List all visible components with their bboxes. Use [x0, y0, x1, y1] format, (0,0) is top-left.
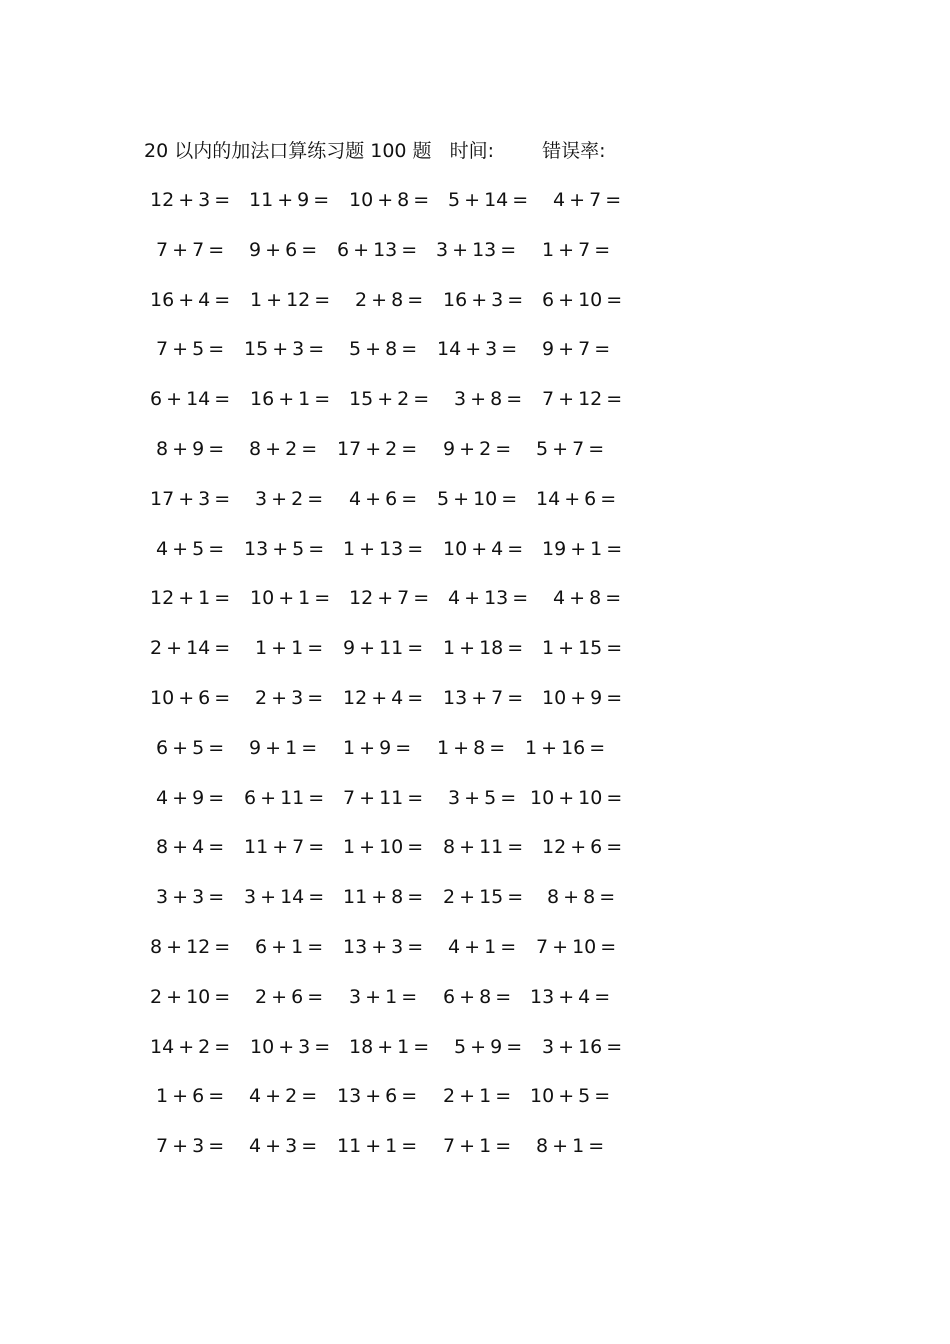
addition-problem: 5 + 9 = — [454, 1035, 523, 1058]
addition-problem: 15 + 2 = — [349, 388, 430, 411]
addition-problem: 13 + 3 = — [343, 936, 424, 958]
addition-problem: 10 + 5 = — [530, 1085, 611, 1108]
addition-problem: 4 + 1 = — [448, 936, 517, 958]
addition-problem: 7 + 7 = — [156, 238, 225, 261]
problem-row — [0, 535, 950, 563]
addition-problem: 18 + 1 = — [349, 1035, 430, 1058]
problem-row — [0, 734, 950, 762]
addition-problem: 1 + 8 = — [437, 736, 506, 759]
addition-problem: 8 + 8 = — [547, 886, 616, 909]
problem-row — [0, 385, 950, 413]
problem-row — [0, 684, 950, 712]
addition-problem: 6 + 8 = — [443, 985, 512, 1008]
addition-problem: 3 + 2 = — [255, 487, 324, 510]
addition-problem: 9 + 11 = — [343, 637, 424, 660]
addition-problem: 9 + 7 = — [542, 338, 611, 361]
addition-problem: 12 + 6 = — [542, 836, 623, 859]
problem-row — [0, 933, 950, 961]
problem-row — [0, 435, 950, 463]
addition-problem: 2 + 14 = — [150, 637, 231, 660]
addition-problem: 3 + 8 = — [454, 388, 523, 411]
addition-problem: 12 + 1 = — [150, 587, 231, 610]
addition-problem: 10 + 1 = — [250, 587, 331, 610]
addition-problem: 10 + 8 = — [349, 189, 430, 211]
addition-problem: 7 + 1 = — [443, 1135, 512, 1158]
addition-problem: 4 + 7 = — [553, 189, 622, 211]
addition-problem: 1 + 16 = — [525, 736, 606, 759]
addition-problem: 8 + 9 = — [156, 438, 225, 460]
addition-problem: 2 + 10 = — [150, 985, 231, 1008]
addition-problem: 6 + 13 = — [337, 238, 418, 261]
addition-problem: 10 + 4 = — [443, 537, 524, 560]
addition-problem: 13 + 4 = — [530, 985, 611, 1008]
addition-problem: 6 + 14 = — [150, 388, 231, 411]
addition-problem: 1 + 15 = — [542, 637, 623, 660]
addition-problem: 6 + 11 = — [244, 786, 325, 809]
worksheet-title: 20 以内的加法口算练习题 100 题 — [144, 140, 432, 162]
addition-problem: 8 + 2 = — [249, 438, 318, 460]
addition-problem: 11 + 8 = — [343, 886, 424, 909]
addition-problem: 16 + 4 = — [150, 288, 231, 311]
addition-problem: 8 + 12 = — [150, 936, 231, 958]
addition-problem: 17 + 3 = — [150, 487, 231, 510]
problem-row — [0, 1033, 950, 1061]
addition-problem: 10 + 3 = — [250, 1035, 331, 1058]
addition-problem: 2 + 3 = — [255, 687, 324, 709]
addition-problem: 7 + 12 = — [542, 388, 623, 411]
addition-problem: 11 + 1 = — [337, 1135, 418, 1158]
addition-problem: 4 + 3 = — [249, 1135, 318, 1158]
addition-problem: 9 + 6 = — [249, 238, 318, 261]
time-label: 时间: — [449, 140, 495, 162]
problem-row — [0, 186, 950, 214]
addition-problem: 5 + 7 = — [536, 438, 605, 460]
addition-problem: 6 + 5 = — [156, 736, 225, 759]
addition-problem: 10 + 9 = — [542, 687, 623, 709]
addition-problem: 9 + 1 = — [249, 736, 318, 759]
addition-problem: 2 + 8 = — [355, 288, 424, 311]
addition-problem: 14 + 6 = — [536, 487, 617, 510]
addition-problem: 1 + 7 = — [542, 238, 611, 261]
addition-problem: 12 + 4 = — [343, 687, 424, 709]
problem-row — [0, 236, 950, 264]
addition-problem: 7 + 10 = — [536, 936, 617, 958]
addition-problem: 4 + 2 = — [249, 1085, 318, 1108]
addition-problem: 15 + 3 = — [244, 338, 325, 361]
addition-problem: 3 + 3 = — [156, 886, 225, 909]
addition-problem: 9 + 2 = — [443, 438, 512, 460]
addition-problem: 6 + 1 = — [255, 936, 324, 958]
addition-problem: 3 + 16 = — [542, 1035, 623, 1058]
addition-problem: 19 + 1 = — [542, 537, 623, 560]
addition-problem: 7 + 11 = — [343, 786, 424, 809]
addition-problem: 1 + 12 = — [250, 288, 331, 311]
addition-problem: 7 + 5 = — [156, 338, 225, 361]
addition-problem: 13 + 7 = — [443, 687, 524, 709]
addition-problem: 1 + 10 = — [343, 836, 424, 859]
addition-problem: 14 + 2 = — [150, 1035, 231, 1058]
addition-problem: 13 + 5 = — [244, 537, 325, 560]
addition-problem: 17 + 2 = — [337, 438, 418, 460]
problem-row — [0, 335, 950, 363]
addition-problem: 8 + 11 = — [443, 836, 524, 859]
addition-problem: 4 + 9 = — [156, 786, 225, 809]
addition-problem: 1 + 9 = — [343, 736, 412, 759]
problem-row — [0, 1132, 950, 1160]
problem-row — [0, 784, 950, 812]
addition-problem: 10 + 6 = — [150, 687, 231, 709]
addition-problem: 4 + 13 = — [448, 587, 529, 610]
addition-problem: 6 + 10 = — [542, 288, 623, 311]
addition-problem: 1 + 18 = — [443, 637, 524, 660]
addition-problem: 1 + 6 = — [156, 1085, 225, 1108]
addition-problem: 2 + 1 = — [443, 1085, 512, 1108]
addition-problem: 5 + 8 = — [349, 338, 418, 361]
addition-problem: 3 + 13 = — [436, 238, 517, 261]
addition-problem: 14 + 3 = — [437, 338, 518, 361]
addition-problem: 12 + 7 = — [349, 587, 430, 610]
addition-problem: 16 + 3 = — [443, 288, 524, 311]
addition-problem: 8 + 1 = — [536, 1135, 605, 1158]
problem-row — [0, 584, 950, 612]
addition-problem: 5 + 10 = — [437, 487, 518, 510]
error-rate-label: 错误率: — [542, 140, 606, 162]
addition-problem: 4 + 5 = — [156, 537, 225, 560]
addition-problem: 13 + 6 = — [337, 1085, 418, 1108]
problem-row — [0, 983, 950, 1011]
addition-problem: 2 + 15 = — [443, 886, 524, 909]
problem-row — [0, 286, 950, 314]
addition-problem: 7 + 3 = — [156, 1135, 225, 1158]
addition-problem: 16 + 1 = — [250, 388, 331, 411]
addition-problem: 3 + 5 = — [448, 786, 517, 809]
addition-problem: 1 + 13 = — [343, 537, 424, 560]
addition-problem: 8 + 4 = — [156, 836, 225, 859]
addition-problem: 4 + 6 = — [349, 487, 418, 510]
addition-problem: 11 + 9 = — [249, 189, 330, 211]
addition-problem: 1 + 1 = — [255, 637, 324, 660]
addition-problem: 4 + 8 = — [553, 587, 622, 610]
addition-problem: 10 + 10 = — [530, 786, 623, 809]
problem-row — [0, 883, 950, 911]
addition-problem: 11 + 7 = — [244, 836, 325, 859]
problem-row — [0, 1082, 950, 1110]
addition-problem: 2 + 6 = — [255, 985, 324, 1008]
addition-problem: 12 + 3 = — [150, 189, 231, 211]
addition-problem: 3 + 14 = — [244, 886, 325, 909]
addition-problem: 5 + 14 = — [448, 189, 529, 211]
problem-row — [0, 485, 950, 513]
problem-row — [0, 634, 950, 662]
problem-row — [0, 833, 950, 861]
addition-problem: 3 + 1 = — [349, 985, 418, 1008]
